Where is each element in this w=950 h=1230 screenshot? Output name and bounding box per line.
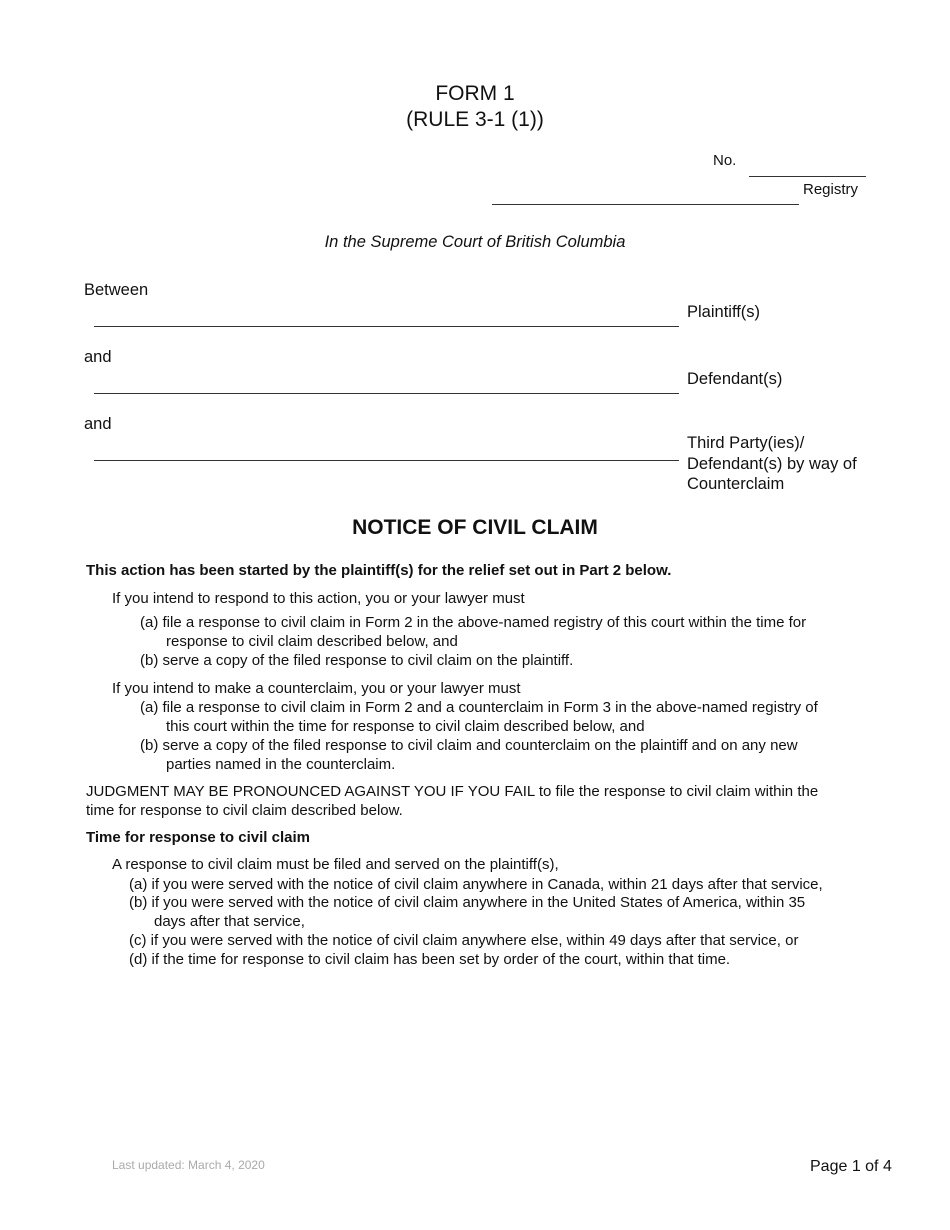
time-item-b: (b) if you were served with the notice of civil claim anywhere in the United States of America, within 35 <box>129 894 806 911</box>
file-number-label: No. <box>713 152 737 169</box>
third-party-label-line2: Defendant(s) by way of <box>687 455 857 473</box>
time-item-a: (a) if you were served with the notice of civil claim anywhere in Canada, within 21 days after that service, <box>129 876 823 893</box>
time-item-d: (d) if the time for response to civil claim has been set by order of the court, within that time. <box>129 951 731 968</box>
time-intro: A response to civil claim must be filed and served on the plaintiff(s), <box>112 856 559 873</box>
counterclaim-item-a-cont: this court within the time for response to civil claim described below, and <box>166 718 645 735</box>
third-party-field[interactable] <box>94 460 679 461</box>
and-label: and <box>84 348 112 366</box>
page-number: Page 1 of 4 <box>810 1158 892 1175</box>
counterclaim-item-b-cont: parties named in the counterclaim. <box>166 756 396 773</box>
intro-statement: This action has been started by the plaintiff(s) for the relief set out in Part 2 below. <box>86 562 672 579</box>
counterclaim-intro: If you intend to make a counterclaim, you or your lawyer must <box>112 680 521 697</box>
time-heading: Time for response to civil claim <box>86 829 310 846</box>
respond-intro: If you intend to respond to this action, you or your lawyer must <box>112 590 525 607</box>
counterclaim-item-b: (b) serve a copy of the filed response to civil claim and counterclaim on the plaintiff and on any new <box>140 737 798 754</box>
third-party-label-line3: Counterclaim <box>687 475 785 493</box>
last-updated: Last updated: March 4, 2020 <box>112 1158 265 1172</box>
counterclaim-item-a: (a) file a response to civil claim in Form 2 and a counterclaim in Form 3 in the above-named registry of <box>140 699 818 716</box>
between-label: Between <box>84 281 149 299</box>
judgment-warning: JUDGMENT MAY BE PRONOUNCED AGAINST YOU IF YOU FAIL to file the response to civil claim within the <box>86 783 819 800</box>
rule-reference: (RULE 3-1 (1)) <box>406 108 544 131</box>
notice-heading: NOTICE OF CIVIL CLAIM <box>352 516 598 539</box>
plaintiff-label: Plaintiff(s) <box>687 303 761 321</box>
respond-item-a-cont: response to civil claim described below, and <box>166 633 458 650</box>
respond-item-a: (a) file a response to civil claim in Form 2 in the above-named registry of this court within the time for <box>140 614 807 631</box>
respond-item-b: (b) serve a copy of the filed response to civil claim on the plaintiff. <box>140 652 574 669</box>
and-label: and <box>84 415 112 433</box>
defendant-label: Defendant(s) <box>687 370 783 388</box>
registry-label: Registry <box>803 181 859 198</box>
court-name: In the Supreme Court of British Columbia <box>324 233 626 251</box>
judgment-warning-cont: time for response to civil claim described below. <box>86 802 403 819</box>
plaintiff-field[interactable] <box>94 326 679 327</box>
file-number-field[interactable] <box>749 176 866 177</box>
third-party-label-line1: Third Party(ies)/ <box>687 434 805 452</box>
form-title: FORM 1 <box>435 82 515 105</box>
time-item-b-cont: days after that service, <box>154 913 305 930</box>
defendant-field[interactable] <box>94 393 679 394</box>
time-item-c: (c) if you were served with the notice of civil claim anywhere else, within 49 days after that service, or <box>129 932 799 949</box>
registry-field[interactable] <box>492 204 799 205</box>
